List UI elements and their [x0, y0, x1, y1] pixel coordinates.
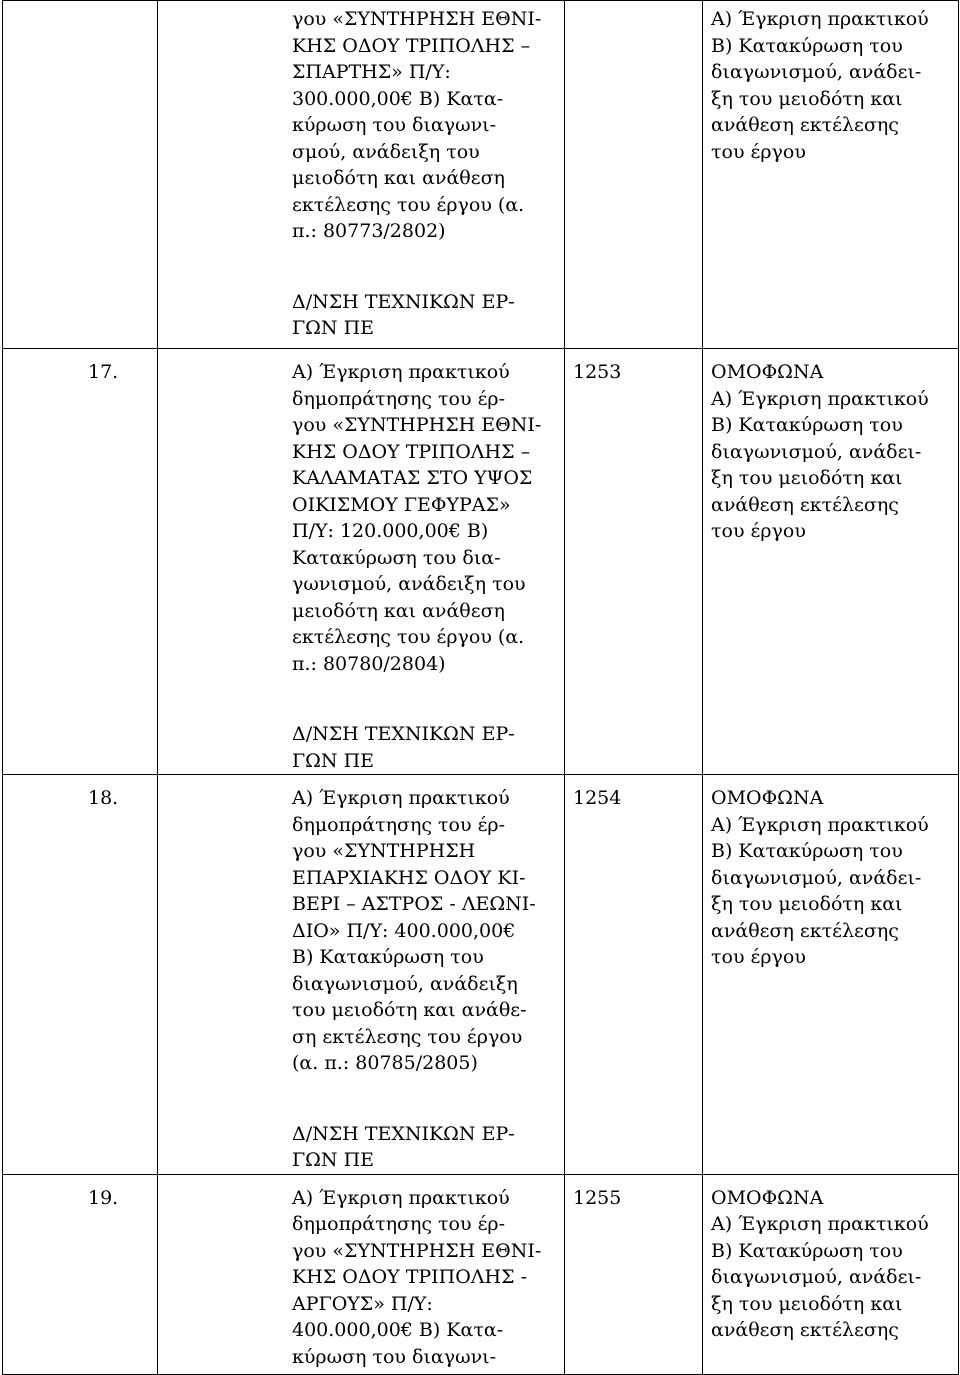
decision-number: 1254	[565, 775, 703, 1175]
item-number	[3, 1, 158, 349]
table-row	[3, 1174, 959, 1374]
decision-number: 1253	[565, 349, 703, 775]
vote-result: ΟΜΟΦΩΝΑ	[711, 1186, 824, 1209]
item-number: 19.	[3, 1174, 158, 1374]
subject-cell	[158, 775, 565, 1175]
subject-cell	[158, 1174, 565, 1374]
subject-text: Α) Έγκριση πρακτικού δημοπράτησης του έρ- γου «ΣΥΝΤΗΡΗΣΗ ΕΠΑΡΧΙΑΚΗΣ ΟΔΟΥ ΚΙ- ΒΕΡΙ – ΑΣΤΡΟΣ - ΛΕΩΝΙ- ΔΙΟ» Π/Υ: 400.000,00€ Β) Κατακύρωση του διαγωνισμού, ανάδειξη του μειοδότη και ανάθε- ση εκτέλεσης του έργου (α. π.: 80785/2805)	[292, 787, 536, 1074]
subject-cell	[158, 349, 565, 775]
subject-text: Α) Έγκριση πρακτικού δημοπράτησης του έρ- γου «ΣΥΝΤΗΡΗΣΗ ΕΘΝΙ- ΚΗΣ ΟΔΟΥ ΤΡΙΠΟΛΗΣ – ΚΑΛΑΜΑΤΑΣ ΣΤΟ ΥΨΟΣ ΟΙΚΙΣΜΟΥ ΓΕΦΥΡΑΣ» Π/Υ: 120.000,00€ Β) Κατακύρωση του δια- γωνισμού, ανάδειξη του μειοδότη και ανάθεση εκτέλεσης του έργου (α. π.: 80780/2804)	[292, 361, 542, 675]
decision-text: Α) Έγκριση πρακτικού Β) Κατακύρωση του διαγωνισμού, ανάδει- ξη του μειοδότη και ανάθεση εκτέλεσης	[711, 1213, 929, 1341]
table-row	[3, 349, 959, 775]
department-text: Δ/ΝΣΗ ΤΕΧΝΙΚΩΝ ΕΡ- ΓΩΝ ΠΕ	[292, 1122, 515, 1171]
department-text: Δ/ΝΣΗ ΤΕΧΝΙΚΩΝ ΕΡ- ΓΩΝ ΠΕ	[292, 290, 515, 339]
decision-number: 1255	[565, 1174, 703, 1374]
vote-cell	[703, 775, 959, 1175]
vote-cell	[703, 349, 959, 775]
table-row	[3, 1, 959, 349]
decisions-table	[2, 0, 959, 1375]
department-text: Δ/ΝΣΗ ΤΕΧΝΙΚΩΝ ΕΡ- ΓΩΝ ΠΕ	[292, 723, 515, 772]
item-number: 18.	[3, 775, 158, 1175]
vote-cell	[703, 1174, 959, 1374]
vote-result: ΟΜΟΦΩΝΑ	[711, 787, 824, 809]
subject-text: Α) Έγκριση πρακτικού δημοπράτησης του έρ- γου «ΣΥΝΤΗΡΗΣΗ ΕΘΝΙ- ΚΗΣ ΟΔΟΥ ΤΡΙΠΟΛΗΣ - ΑΡΓΟΥΣ» Π/Υ: 400.000,00€ Β) Κατα- κύρωση του διαγωνι-	[292, 1186, 542, 1368]
subject-text: γου «ΣΥΝΤΗΡΗΣΗ ΕΘΝΙ- ΚΗΣ ΟΔΟΥ ΤΡΙΠΟΛΗΣ – ΣΠΑΡΤΗΣ» Π/Υ: 300.000,00€ Β) Κατα- κύρωση του διαγωνι- σμού, ανάδειξη του μειοδότη και ανάθεση εκτέλεσης του έργου (α. π.: 80773/2802)	[292, 8, 542, 242]
decision-text: Α) Έγκριση πρακτικού Β) Κατακύρωση του διαγωνισμού, ανάδει- ξη του μειοδότη και ανάθεση εκτέλεσης του έργου	[711, 8, 929, 163]
decision-number	[565, 1, 703, 349]
table-row	[3, 775, 959, 1175]
decision-text: Α) Έγκριση πρακτικού Β) Κατακύρωση του διαγωνισμού, ανάδει- ξη του μειοδότη και ανάθεση εκτέλεσης του έργου	[711, 813, 929, 968]
vote-cell	[703, 1, 959, 349]
vote-result: ΟΜΟΦΩΝΑ	[711, 361, 824, 383]
decision-text: Α) Έγκριση πρακτικού Β) Κατακύρωση του διαγωνισμού, ανάδει- ξη του μειοδότη και ανάθεση εκτέλεσης του έργου	[711, 387, 929, 542]
subject-cell	[158, 1, 565, 349]
item-number: 17.	[3, 349, 158, 775]
